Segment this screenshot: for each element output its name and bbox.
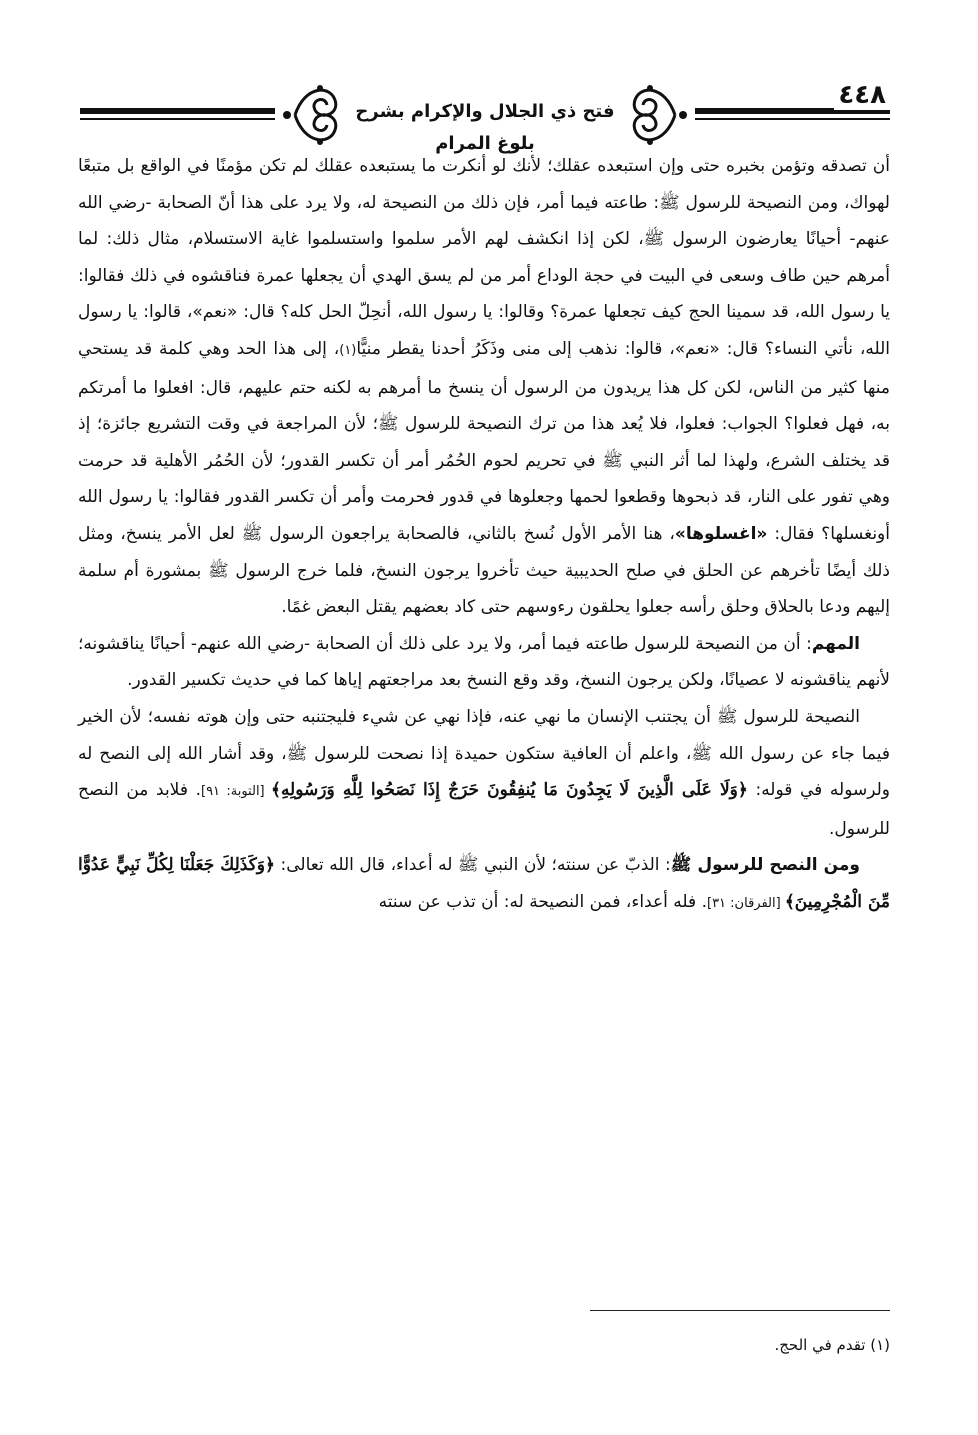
paragraph bbox=[78, 148, 890, 626]
text-segment: أن تصدقه وتؤمن بخبره حتى وإن استبعده عقلك؛ لأنك لو أنكرت ما يستبعده عقلك لم تكن مؤمنًا في الواقع بل متبعًا لهواك، ومن النصيحة للرسول ﷺ: طاعته فيما أمر، فإن ذلك من النصيحة له، ولا يرد على هذا أنّ الصحابة -رضي الله عنهم- أحيانًا يعارضون الرسول ﷺ، لكن إذا انكشف لهم الأمر سلموا واستسلموا غاية الاستسلام، مثال ذلك: لما أمرهم حين طاف وسعى في البيت في حجة الوداع أمر من لم يسق الهدي أن يجعلها عمرة فناقشوه في ذلك فقالوا: يا رسول الله، قد سمينا الحج كيف تجعلها عمرة؟ وقالوا: يا رسول الله، أنحِلّ الحل كله؟ قال: «نعم»، قالوا: يا رسول الله، نأتي النساء؟ قال: «نعم»، قالوا: نذهب إلى منى وذَكَرُ أحدنا يقطر منيًّا bbox=[78, 156, 890, 359]
paragraph bbox=[78, 626, 890, 699]
title-ornament bbox=[275, 80, 695, 154]
paragraph bbox=[78, 699, 890, 847]
reference: (١) bbox=[339, 342, 357, 358]
quran-verse: ﴿وَكَذَلِكَ جَعَلْنَا لِكُلِّ نَبِيٍّ عَدُوًّا مِّنَ الْمُجْرِمِينَ﴾ bbox=[78, 855, 890, 912]
text-segment: ومن النصح للرسول ﷺ bbox=[670, 855, 861, 876]
text-segment: . فله أعداء، فمن النصيحة له: أن تذب عن سنته bbox=[378, 891, 707, 912]
text-segment: : الذبّ عن سنته؛ لأن النبي ﷺ له أعداء، قال الله تعالى: bbox=[274, 855, 671, 876]
body-text bbox=[78, 148, 890, 922]
text-segment: «اغسلوها» bbox=[674, 523, 768, 544]
paragraph bbox=[78, 847, 890, 922]
reference: [الفرقان: ٣١] bbox=[707, 895, 785, 911]
reference: [التوبة: ٩١] bbox=[200, 784, 271, 800]
page-number: ٤٤٨ bbox=[834, 80, 890, 110]
text-segment: المهم bbox=[811, 633, 860, 654]
text-segment: النصيحة للرسول ﷺ أن يجتنب الإنسان ما نهي عنه، فإذا نهي عن شيء فليجتنبه حتى وإن هوته نفسه؛ لأن الخير فيما جاء عن رسول الله ﷺ، واعلم أن العافية ستكون حميدة إذا نصحت للرسول ﷺ، وقد أشار الله إلى النصح له ولرسوله في قوله: bbox=[78, 706, 891, 801]
text-segment: ، إلى هذا الحد وهي كلمة قد يستحي منها كثير من الناس، لكن كل هذا يريدون من الرسول أن ينسخ ما أمرهم به لكنه حتم عليهم، قال: افعلوا ما أمرتكم به، فهل فعلوا؟ الجواب: فعلوا، فلا يُعد هذا من ترك النصيحة للرسول ﷺ؛ لأن المراجعة في وقت التشريع جائزة؛ إذ قد يختلف الشرع، ولهذا لما أثر النبي ﷺ في تحريم لحوم الحُمُر أمر أن تكسر القدور؛ لأن الحُمُر الأهلية قد حرمت وهي تفور على النار، قد ذبحوها وقطعوا لحمها وجعلوها في قدور فحرمت وأمر أن تكسر القدور فقالوا: يا رسول الله أونغسلها؟ فقال: bbox=[78, 338, 890, 544]
footnote: (١) تقدم في الحج. bbox=[774, 1336, 890, 1354]
page-header bbox=[80, 60, 890, 154]
book-title: فتح ذي الجلال والإكرام بشرح بلوغ المرام bbox=[345, 96, 625, 160]
quran-verse: ﴿وَلَا عَلَى الَّذِينَ لَا يَجِدُونَ مَا يُنفِقُونَ حَرَجٌ إِذَا نَصَحُوا لِلَّهِ وَرَسُولِهِ﴾ bbox=[270, 780, 748, 801]
text-segment: : أن من النصيحة للرسول طاعته فيما أمر، ولا يرد على ذلك أن الصحابة -رضي الله عنهم- أحيانًا يناقشونه؛ لأنهم يناقشونه لا عصيانًا، ولكن يرجون النسخ، وقد وقع النسخ بعد مراجعتهم إياها كما في حديث تكسير القدور. bbox=[78, 633, 890, 691]
text-segment: ، هنا الأمر الأول نُسخ بالثاني، فالصحابة يراجعون الرسول ﷺ لعل الأمر ينسخ، ومثل ذلك أيضًا تأخرهم عن الحلق في صلح الحديبية حيث تأخروا يرجون النسخ، فلما خرج الرسول ﷺ بمشورة أم سلمة إليهم ودعا بالحلاق وحلق رأسه جعلوا يحلقون رءوسهم حتى كاد بعضهم يقتل البعض غمًا. bbox=[78, 523, 890, 618]
footnote-separator bbox=[590, 1310, 890, 1311]
text-segment: . فلابد من النصح للرسول. bbox=[78, 780, 890, 839]
